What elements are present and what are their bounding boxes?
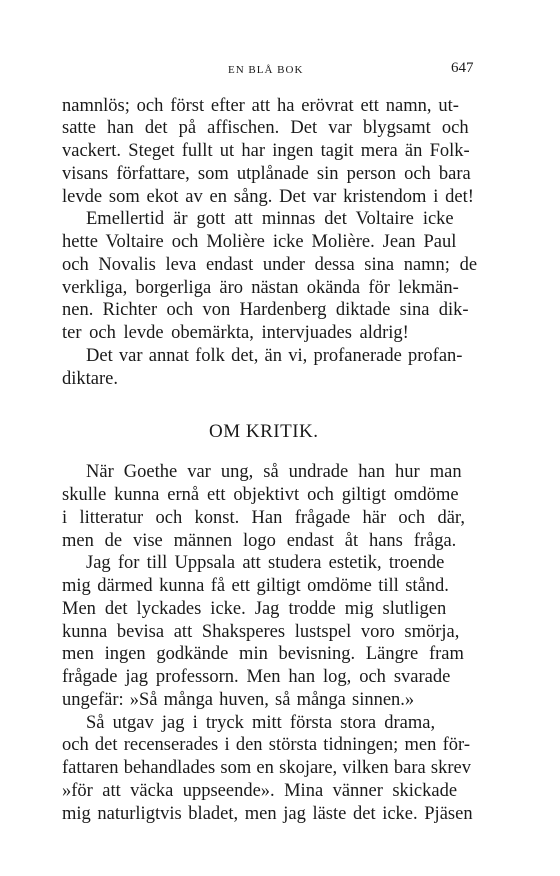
text-line: men de vise männen logo endast åt hans fråga. [62, 531, 457, 551]
text-line: och det recenserades i den största tidningen; men för- [62, 735, 470, 755]
text-line: ungefär: »Så många huven, så många sinnen.» [62, 690, 415, 710]
page-number: 647 [451, 60, 474, 76]
running-title: EN BLÅ BOK [228, 64, 304, 76]
text-line: Så utgav jag i tryck mitt första stora drama, [86, 713, 436, 733]
text-line: levde som ekot av en sång. Det var kristendom i det! [62, 187, 474, 207]
text-line: verkliga, borgerliga äro nästan okända för lekmän- [62, 278, 459, 298]
text-line: mig naturligtvis bladet, men jag läste det icke. Pjäsen [62, 804, 473, 824]
text-line: nen. Richter och von Hardenberg diktade sina dik- [62, 300, 469, 320]
text-line: Emellertid är gott att minnas det Voltaire icke [86, 209, 454, 229]
text-line: visans författare, som utplånade sin person och bara [62, 164, 471, 184]
text-line: fattaren behandlades som en skojare, vilken bara skrev [62, 758, 471, 778]
text-line: När Goethe var ung, så undrade han hur man [86, 462, 462, 482]
text-line: vackert. Steget fullt ut har ingen tagit mera än Folk- [62, 141, 470, 161]
text-line: frågade jag professorn. Men han log, och svarade [62, 667, 451, 687]
text-line: »för att väcka uppseende». Mina vänner skickade [62, 781, 458, 801]
text-line: Det var annat folk det, än vi, profanerade profan- [86, 346, 463, 366]
text-line: mig därmed kunna få ett giltigt omdöme till stånd. [62, 576, 449, 596]
text-line: satte han det på affischen. Det var blygsamt och [62, 118, 469, 138]
text-line: och Novalis leva endast under dessa sina namn; de [62, 255, 478, 275]
text-line: kunna bevisa att Shaksperes lustspel voro smörja, [62, 622, 460, 642]
text-line: Men det lyckades icke. Jag trodde mig slutligen [62, 599, 447, 619]
text-line: diktare. [62, 369, 118, 389]
text-line: ter och levde obemärkta, intervjuades aldrig! [62, 323, 409, 343]
text-line: skulle kunna ernå ett objektivt och giltigt omdöme [62, 485, 459, 505]
text-line: Jag for till Uppsala att studera estetik, troende [86, 553, 445, 573]
text-line: namnlös; och först efter att ha erövrat ett namn, ut- [62, 96, 459, 116]
text-line: hette Voltaire och Molière icke Molière. Jean Paul [62, 232, 457, 252]
text-line: men ingen godkände min bevisning. Längre fram [62, 644, 464, 664]
text-line: i litteratur och konst. Han frågade här och där, [62, 508, 465, 528]
section-heading: OM KRITIK. [209, 421, 319, 442]
